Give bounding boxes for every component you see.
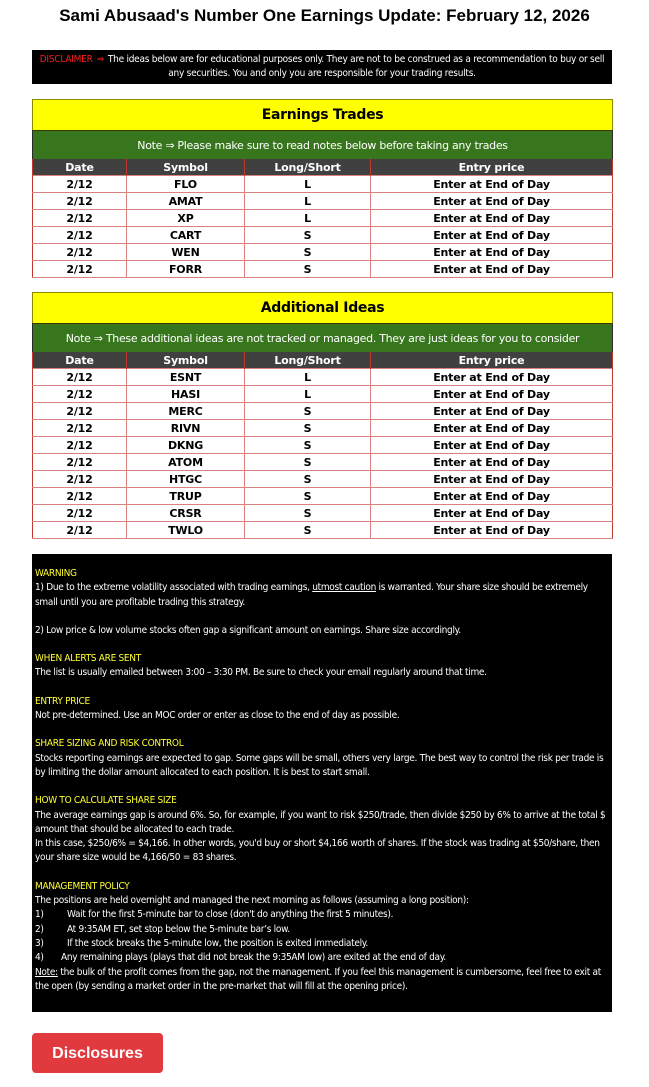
earnings-trades-note: Note ⇒ Please make sure to read notes below before taking any trades bbox=[33, 131, 613, 160]
entry-price-cell: Enter at End of Day bbox=[371, 227, 613, 244]
entry-price-heading: ENTRY PRICE bbox=[35, 695, 90, 707]
warning-text: 1) Due to the extreme volatility associated with trading earnings, bbox=[35, 582, 313, 594]
entry-price-cell: Enter at End of Day bbox=[371, 386, 613, 403]
date-cell: 2/12 bbox=[33, 488, 127, 505]
table-row bbox=[33, 488, 613, 505]
symbol-cell: TWLO bbox=[127, 522, 245, 539]
entry-price-cell: Enter at End of Day bbox=[371, 488, 613, 505]
step-text: If the stock breaks the 5-minute low, the position is exited immediately. bbox=[67, 937, 368, 949]
symbol-cell: ATOM bbox=[127, 454, 245, 471]
warning-point-1 bbox=[35, 581, 609, 610]
disclaimer-text: The ideas below are for educational purposes only. They are not to be construed as a recommendation to buy or sell any securities. You and only you are responsible for your trading results. bbox=[107, 54, 605, 79]
direction-cell: L bbox=[245, 369, 371, 386]
management-note bbox=[35, 966, 609, 995]
entry-price-cell: Enter at End of Day bbox=[371, 210, 613, 227]
earnings-trades-title: Earnings Trades bbox=[33, 100, 613, 131]
additional-ideas-note: Note ⇒ These additional ideas are not tracked or managed. They are just ideas for you to consider bbox=[33, 324, 613, 353]
disclosures-button[interactable]: Disclosures bbox=[32, 1033, 163, 1073]
entry-price-cell: Enter at End of Day bbox=[371, 193, 613, 210]
page-title: Sami Abusaad's Number One Earnings Update: February 12, 2026 bbox=[59, 6, 590, 25]
management-step bbox=[35, 951, 609, 965]
symbol-cell: HTGC bbox=[127, 471, 245, 488]
entry-price-cell: Enter at End of Day bbox=[371, 454, 613, 471]
entry-price-cell: Enter at End of Day bbox=[371, 176, 613, 193]
management-heading: MANAGEMENT POLICY bbox=[35, 880, 130, 892]
column-header-symbol: Symbol bbox=[127, 159, 245, 176]
symbol-cell: ESNT bbox=[127, 369, 245, 386]
direction-cell: S bbox=[245, 420, 371, 437]
direction-cell: S bbox=[245, 437, 371, 454]
table-row bbox=[33, 403, 613, 420]
direction-cell: L bbox=[245, 176, 371, 193]
symbol-cell: FLO bbox=[127, 176, 245, 193]
step-number: 2) bbox=[35, 923, 44, 935]
direction-cell: L bbox=[245, 386, 371, 403]
date-cell: 2/12 bbox=[33, 437, 127, 454]
table-row bbox=[33, 193, 613, 210]
entry-price-cell: Enter at End of Day bbox=[371, 261, 613, 278]
column-header-entry-price: Entry price bbox=[371, 352, 613, 369]
date-cell: 2/12 bbox=[33, 386, 127, 403]
date-cell: 2/12 bbox=[33, 244, 127, 261]
direction-cell: S bbox=[245, 505, 371, 522]
note-label: Note: bbox=[35, 966, 58, 978]
direction-cell: S bbox=[245, 488, 371, 505]
symbol-cell: WEN bbox=[127, 244, 245, 261]
symbol-cell: CART bbox=[127, 227, 245, 244]
entry-price-cell: Enter at End of Day bbox=[371, 471, 613, 488]
disclaimer-banner bbox=[32, 50, 612, 84]
date-cell: 2/12 bbox=[33, 210, 127, 227]
entry-price-cell: Enter at End of Day bbox=[371, 369, 613, 386]
earnings-trades-body bbox=[33, 176, 613, 278]
step-number: 3) bbox=[35, 937, 44, 949]
entry-price-text: Not pre-determined. Use an MOC order or enter as close to the end of day as possible. bbox=[35, 710, 400, 722]
management-step bbox=[35, 937, 609, 951]
table-row bbox=[33, 244, 613, 261]
direction-cell: S bbox=[245, 244, 371, 261]
step-text: Any remaining plays (plays that did not break the 9:35AM low) are exited at the end of day. bbox=[61, 952, 446, 964]
direction-cell: S bbox=[245, 454, 371, 471]
warning-heading: WARNING bbox=[35, 568, 77, 579]
table-row bbox=[33, 210, 613, 227]
direction-cell: S bbox=[245, 471, 371, 488]
earnings-trades-table bbox=[32, 99, 613, 278]
entry-price-cell: Enter at End of Day bbox=[371, 420, 613, 437]
column-header-date: Date bbox=[33, 352, 127, 369]
entry-price-cell: Enter at End of Day bbox=[371, 437, 613, 454]
date-cell: 2/12 bbox=[33, 176, 127, 193]
date-cell: 2/12 bbox=[33, 227, 127, 244]
table-row bbox=[33, 176, 613, 193]
table-row bbox=[33, 420, 613, 437]
step-text: At 9:35AM ET, set stop below the 5-minute bar’s low. bbox=[67, 923, 290, 935]
date-cell: 2/12 bbox=[33, 505, 127, 522]
column-header-long-short: Long/Short bbox=[245, 159, 371, 176]
management-intro: The positions are held overnight and managed the next morning as follows (assuming a long position): bbox=[35, 895, 469, 907]
management-step bbox=[35, 908, 609, 922]
additional-ideas-title: Additional Ideas bbox=[33, 293, 613, 324]
symbol-cell: DKNG bbox=[127, 437, 245, 454]
table-row bbox=[33, 505, 613, 522]
column-header-long-short: Long/Short bbox=[245, 352, 371, 369]
calculate-heading: HOW TO CALCULATE SHARE SIZE bbox=[35, 795, 177, 807]
share-sizing-heading: SHARE SIZING AND RISK CONTROL bbox=[35, 738, 184, 750]
table-row bbox=[33, 454, 613, 471]
arrow-right-icon: ⇒ bbox=[96, 54, 104, 65]
date-cell: 2/12 bbox=[33, 403, 127, 420]
table-header-row bbox=[33, 352, 613, 369]
direction-cell: L bbox=[245, 193, 371, 210]
step-text: Wait for the first 5-minute bar to close (don't do anything the first 5 minutes). bbox=[67, 909, 394, 921]
direction-cell: S bbox=[245, 227, 371, 244]
warning-emphasis: utmost caution bbox=[312, 582, 376, 594]
alerts-heading: WHEN ALERTS ARE SENT bbox=[35, 653, 141, 665]
alerts-text: The list is usually emailed between 3:00 – 3:30 PM. Be sure to check your email regularly around that time. bbox=[35, 667, 487, 679]
management-step bbox=[35, 923, 609, 937]
symbol-cell: TRUP bbox=[127, 488, 245, 505]
additional-ideas-body bbox=[33, 369, 613, 539]
table-row bbox=[33, 261, 613, 278]
date-cell: 2/12 bbox=[33, 471, 127, 488]
warning-point-2: 2) Low price & low volume stocks often gap a significant amount on earnings. Share size accordingly. bbox=[35, 624, 461, 636]
note-text: the bulk of the profit comes from the gap, not the management. If you feel this management is cumbersome, feel free to exit at the open (by sending a market order in the pre-market that will fill at the opening price). bbox=[35, 966, 601, 992]
calculate-text-1: The average earnings gap is around 6%. So, for example, if you want to risk $250/trade, then divide $250 by 6% to arrive at the total $ amount that should be allocated to each trade. bbox=[35, 809, 606, 835]
disclaimer-label: DISCLAIMER bbox=[39, 54, 93, 65]
trading-notes bbox=[32, 554, 612, 1012]
symbol-cell: FORR bbox=[127, 261, 245, 278]
share-sizing-text: Stocks reporting earnings are expected to gap. Some gaps will be small, others very large. The best way to control the risk per trade is by limiting the dollar amount allocated to each position. It is best to start small. bbox=[35, 752, 604, 778]
symbol-cell: HASI bbox=[127, 386, 245, 403]
column-header-date: Date bbox=[33, 159, 127, 176]
date-cell: 2/12 bbox=[33, 454, 127, 471]
direction-cell: S bbox=[245, 261, 371, 278]
table-row bbox=[33, 437, 613, 454]
symbol-cell: CRSR bbox=[127, 505, 245, 522]
step-number: 4) bbox=[35, 952, 44, 964]
warning-text: is warranted. Your share size should be extremely small until you are profitable trading this strategy. bbox=[35, 582, 588, 608]
symbol-cell: MERC bbox=[127, 403, 245, 420]
direction-cell: L bbox=[245, 210, 371, 227]
column-header-symbol: Symbol bbox=[127, 352, 245, 369]
entry-price-cell: Enter at End of Day bbox=[371, 244, 613, 261]
table-header-row bbox=[33, 159, 613, 176]
symbol-cell: XP bbox=[127, 210, 245, 227]
entry-price-cell: Enter at End of Day bbox=[371, 505, 613, 522]
table-row bbox=[33, 471, 613, 488]
direction-cell: S bbox=[245, 522, 371, 539]
date-cell: 2/12 bbox=[33, 522, 127, 539]
entry-price-cell: Enter at End of Day bbox=[371, 522, 613, 539]
date-cell: 2/12 bbox=[33, 193, 127, 210]
entry-price-cell: Enter at End of Day bbox=[371, 403, 613, 420]
column-header-entry-price: Entry price bbox=[371, 159, 613, 176]
date-cell: 2/12 bbox=[33, 369, 127, 386]
date-cell: 2/12 bbox=[33, 420, 127, 437]
table-row bbox=[33, 522, 613, 539]
additional-ideas-table bbox=[32, 292, 613, 539]
table-row bbox=[33, 386, 613, 403]
direction-cell: S bbox=[245, 403, 371, 420]
date-cell: 2/12 bbox=[33, 261, 127, 278]
step-number: 1) bbox=[35, 909, 44, 921]
calculate-text-2: In this case, $250/6% = $4,166. In other words, you'd buy or short $4,166 worth of shares. If the stock was trading at $50/share, then your share size would be 4,166/50 = 83 shares. bbox=[35, 838, 600, 864]
symbol-cell: RIVN bbox=[127, 420, 245, 437]
table-row bbox=[33, 369, 613, 386]
symbol-cell: AMAT bbox=[127, 193, 245, 210]
table-row bbox=[33, 227, 613, 244]
